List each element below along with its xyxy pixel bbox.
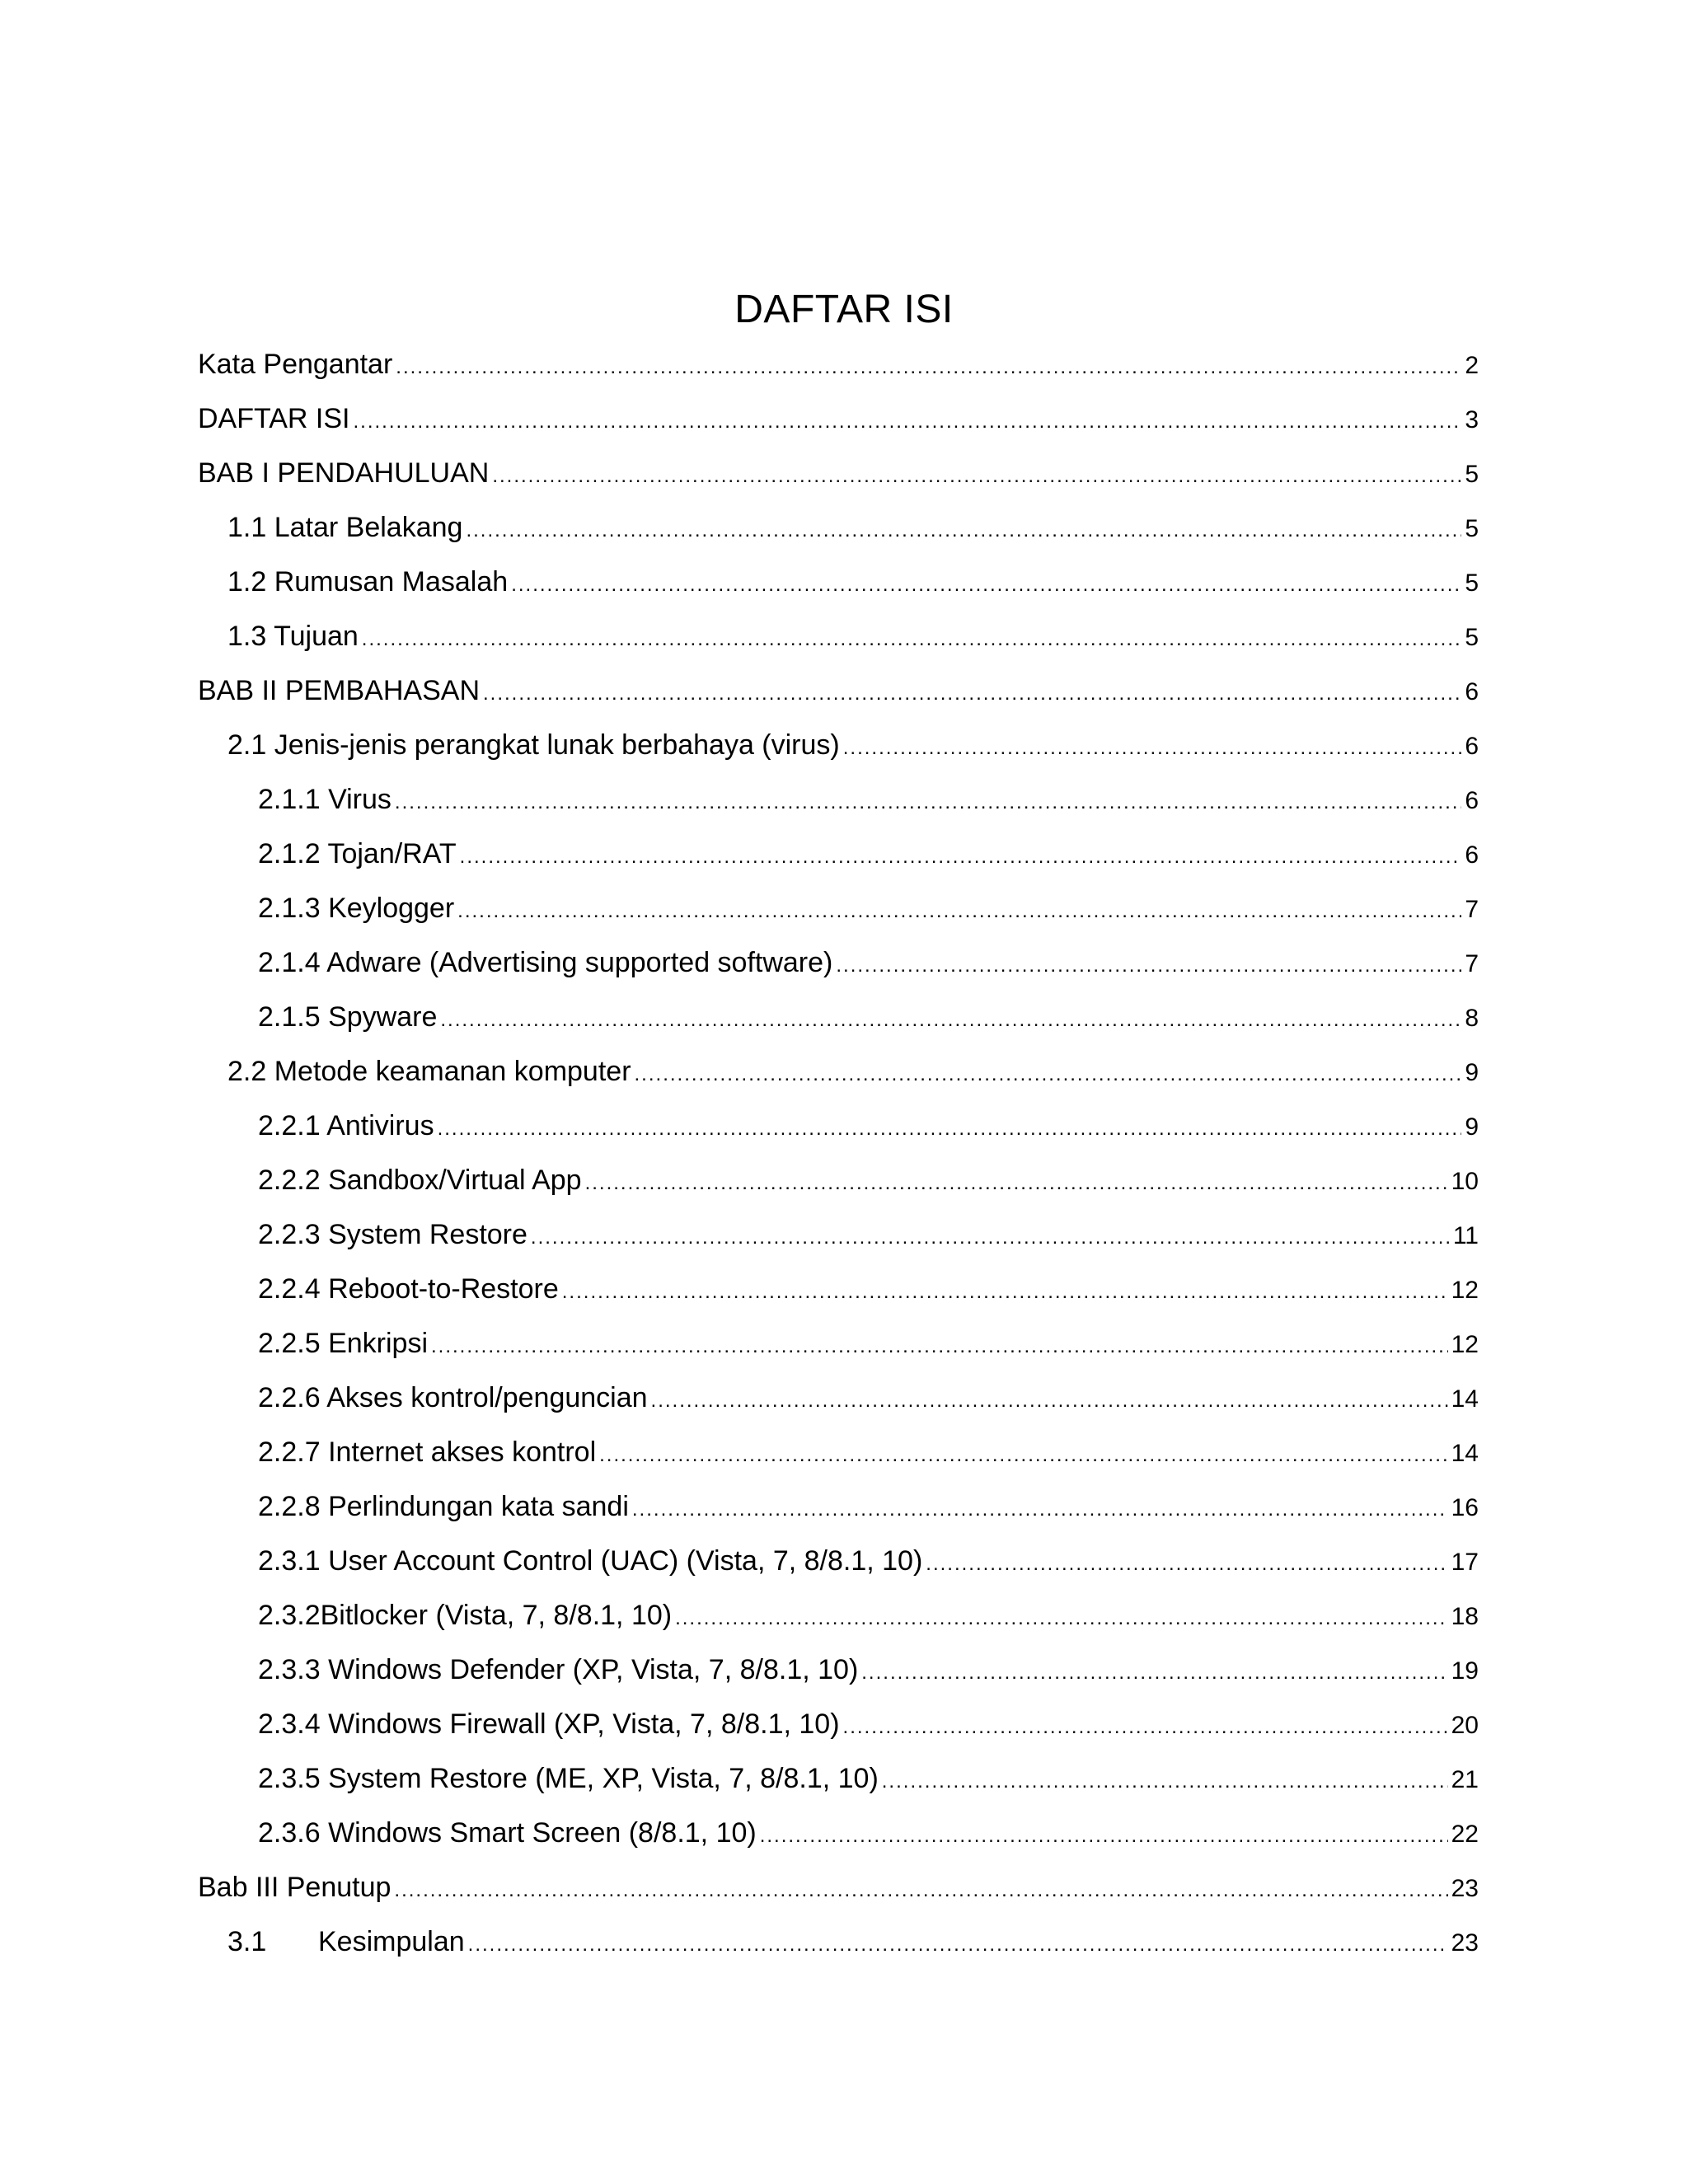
toc-page-number: 6: [1465, 733, 1479, 760]
toc-dot-leader: [362, 621, 1462, 658]
toc-entry-kata-pengantar[interactable]: [198, 346, 1479, 382]
toc-entry-2-3-2[interactable]: [258, 1597, 1479, 1633]
toc-entry-bab-2[interactable]: [198, 673, 1479, 709]
toc-entry-2-3-6[interactable]: [258, 1815, 1479, 1851]
toc-entry-label: 2.2.7 Internet akses kontrol: [258, 1436, 597, 1468]
toc-dot-leader: [562, 1274, 1448, 1310]
toc-entry-label: 1.2 Rumusan Masalah: [227, 566, 509, 598]
toc-entry-2-1-3[interactable]: [258, 890, 1479, 926]
toc-page-number: 12: [1451, 1331, 1479, 1358]
toc-page-number: 20: [1451, 1712, 1479, 1739]
toc-page-number: 22: [1451, 1821, 1479, 1848]
toc-entry-label: 2.1.5 Spyware: [258, 1001, 438, 1033]
toc-entry-label: 2.2 Metode keamanan komputer: [227, 1056, 631, 1087]
toc-page-number: 6: [1465, 787, 1479, 814]
toc-dot-leader: [354, 404, 1462, 440]
toc-dot-leader: [632, 1492, 1448, 1528]
toc-entry-3-1[interactable]: [227, 1924, 1479, 1960]
toc-entry-2-1-5[interactable]: [258, 999, 1479, 1035]
toc-page-number: 6: [1465, 841, 1479, 869]
toc-dot-leader: [483, 676, 1461, 712]
toc-entry-label: 1.3 Tujuan: [227, 621, 359, 652]
toc-entry-2-2-3[interactable]: [258, 1216, 1479, 1253]
toc-entry-2-1-4[interactable]: [258, 944, 1479, 981]
toc-entry-label: 2.3.2Bitlocker (Vista, 7, 8/8.1, 10): [258, 1600, 673, 1631]
toc-entry-1-3[interactable]: [227, 618, 1479, 654]
toc-entry-label: 2.1.4 Adware (Advertising supported software): [258, 947, 833, 978]
toc-entry-2-2[interactable]: [227, 1053, 1479, 1090]
page-title: DAFTAR ISI: [734, 288, 954, 331]
toc-entry-bab-1[interactable]: [198, 455, 1479, 491]
toc-page-number: 16: [1451, 1494, 1479, 1521]
toc-page-number: 9: [1465, 1059, 1479, 1086]
toc-entry-daftar-isi[interactable]: [198, 401, 1479, 437]
toc-dot-leader: [394, 1872, 1447, 1909]
toc-entry-label: 1.1 Latar Belakang: [227, 512, 463, 543]
toc-entry-label: 2.2.8 Perlindungan kata sandi: [258, 1491, 629, 1522]
toc-page-number: 11: [1452, 1222, 1479, 1249]
toc-entry-2-2-4[interactable]: [258, 1271, 1479, 1307]
toc-page-number: 5: [1465, 624, 1479, 651]
toc-page-number: 10: [1451, 1168, 1479, 1195]
toc-page-number: 23: [1451, 1929, 1479, 1957]
toc-entry-label: Bab III Penutup: [198, 1872, 392, 1903]
toc-entry-label: 2.1 Jenis-jenis perangkat lunak berbahaya (virus): [227, 729, 840, 761]
toc-dot-leader: [843, 730, 1462, 766]
toc-dot-leader: [926, 1546, 1447, 1582]
toc-entry-2-1-1[interactable]: [258, 781, 1479, 818]
toc-entry-2-3-4[interactable]: [258, 1706, 1479, 1742]
toc-dot-leader: [882, 1764, 1448, 1800]
toc-dot-leader: [651, 1383, 1448, 1419]
toc-page-number: 7: [1465, 896, 1479, 923]
toc-entry-label: Kesimpulan: [318, 1926, 465, 1957]
toc-dot-leader: [395, 785, 1461, 821]
toc-dot-leader: [431, 1329, 1448, 1365]
toc-entry-label: 2.2.1 Antivirus: [258, 1110, 434, 1141]
toc-entry-label: 2.1.3 Keylogger: [258, 893, 455, 924]
toc-entry-2-3-3[interactable]: [258, 1652, 1479, 1688]
toc-entry-2-2-5[interactable]: [258, 1325, 1479, 1361]
toc-dot-leader: [675, 1601, 1448, 1637]
toc-entry-2-2-6[interactable]: [258, 1380, 1479, 1416]
toc-entry-label: DAFTAR ISI: [198, 403, 350, 434]
toc-page-number: 21: [1451, 1766, 1479, 1793]
toc-page-number: 12: [1451, 1277, 1479, 1304]
toc-entry-label: 2.2.5 Enkripsi: [258, 1328, 428, 1359]
toc-dot-leader: [843, 1709, 1448, 1746]
toc-entry-label: 2.1.1 Virus: [258, 784, 392, 815]
toc-entry-2-2-8[interactable]: [258, 1488, 1479, 1525]
toc-dot-leader: [585, 1165, 1448, 1202]
toc-dot-leader: [635, 1057, 1462, 1093]
toc-entry-2-2-2[interactable]: [258, 1162, 1479, 1198]
toc-page-number: 5: [1465, 569, 1479, 597]
toc-dot-leader: [836, 948, 1461, 984]
toc-entry-label: 2.2.2 Sandbox/Virtual App: [258, 1165, 582, 1196]
toc-dot-leader: [457, 893, 1461, 930]
toc-entry-label: 2.2.6 Akses kontrol/penguncian: [258, 1382, 648, 1413]
toc-dot-leader: [599, 1437, 1448, 1474]
toc-dot-leader: [396, 349, 1461, 386]
toc-dot-leader: [438, 1111, 1462, 1147]
toc-entry-label: Kata Pengantar: [198, 349, 393, 380]
toc-dot-leader: [440, 1002, 1461, 1038]
toc-entry-2-1[interactable]: [227, 727, 1479, 763]
toc-dot-leader: [511, 567, 1461, 603]
toc-entry-1-2[interactable]: [227, 564, 1479, 600]
toc-page-number: 6: [1465, 678, 1479, 705]
toc-page-number: 8: [1465, 1005, 1479, 1032]
toc-page-number: 5: [1465, 515, 1479, 542]
toc-dot-leader: [460, 839, 1462, 875]
toc-entry-1-1[interactable]: [227, 509, 1479, 546]
toc-page-number: 2: [1465, 352, 1479, 379]
toc-page-number: 23: [1451, 1875, 1479, 1902]
toc-entry-bab-3[interactable]: [198, 1869, 1479, 1905]
toc-entry-label: 2.1.2 Tojan/RAT: [258, 838, 457, 869]
toc-entry-2-2-7[interactable]: [258, 1434, 1479, 1470]
toc-entry-label: 2.2.4 Reboot-to-Restore: [258, 1273, 559, 1305]
toc-entry-label: BAB II PEMBAHASAN: [198, 675, 480, 706]
toc-dot-leader: [492, 458, 1461, 494]
toc-dot-leader: [861, 1655, 1447, 1691]
toc-entry-label: 2.3.5 System Restore (ME, XP, Vista, 7, 8/8.1, 10): [258, 1763, 879, 1794]
toc-page-number: 5: [1465, 461, 1479, 488]
toc-page-number: 14: [1451, 1440, 1479, 1467]
toc-page-number: 19: [1451, 1657, 1479, 1685]
toc-page-number: 18: [1451, 1603, 1479, 1630]
toc-page-number: 14: [1451, 1385, 1479, 1413]
toc-entry-2-3-1[interactable]: [258, 1543, 1479, 1579]
toc-page-number: 3: [1465, 406, 1479, 434]
toc-entry-label: 2.3.3 Windows Defender (XP, Vista, 7, 8/8.1, 10): [258, 1654, 859, 1685]
toc-entry-2-3-5[interactable]: [258, 1760, 1479, 1797]
toc-entry-label: 2.2.3 System Restore: [258, 1219, 528, 1250]
toc-page-number: 9: [1465, 1113, 1479, 1141]
toc-entry-2-1-2[interactable]: [258, 836, 1479, 872]
toc-page-number: 17: [1451, 1549, 1479, 1576]
toc-entry-2-2-1[interactable]: [258, 1108, 1479, 1144]
toc-entry-label: BAB I PENDAHULUAN: [198, 457, 490, 489]
toc-dot-leader: [468, 1927, 1448, 1963]
toc-dot-leader: [760, 1818, 1448, 1854]
toc-entry-label: 2.3.1 User Account Control (UAC) (Vista, 7, 8/8.1, 10): [258, 1545, 923, 1577]
toc-dot-leader: [466, 513, 1461, 549]
toc-entry-label: 2.3.4 Windows Firewall (XP, Vista, 7, 8/8.1, 10): [258, 1708, 840, 1740]
toc-entry-label: 2.3.6 Windows Smart Screen (8/8.1, 10): [258, 1817, 757, 1849]
toc-entry-number: 3.1: [227, 1926, 267, 1957]
toc-page-number: 7: [1465, 950, 1479, 977]
toc-dot-leader: [531, 1220, 1450, 1256]
